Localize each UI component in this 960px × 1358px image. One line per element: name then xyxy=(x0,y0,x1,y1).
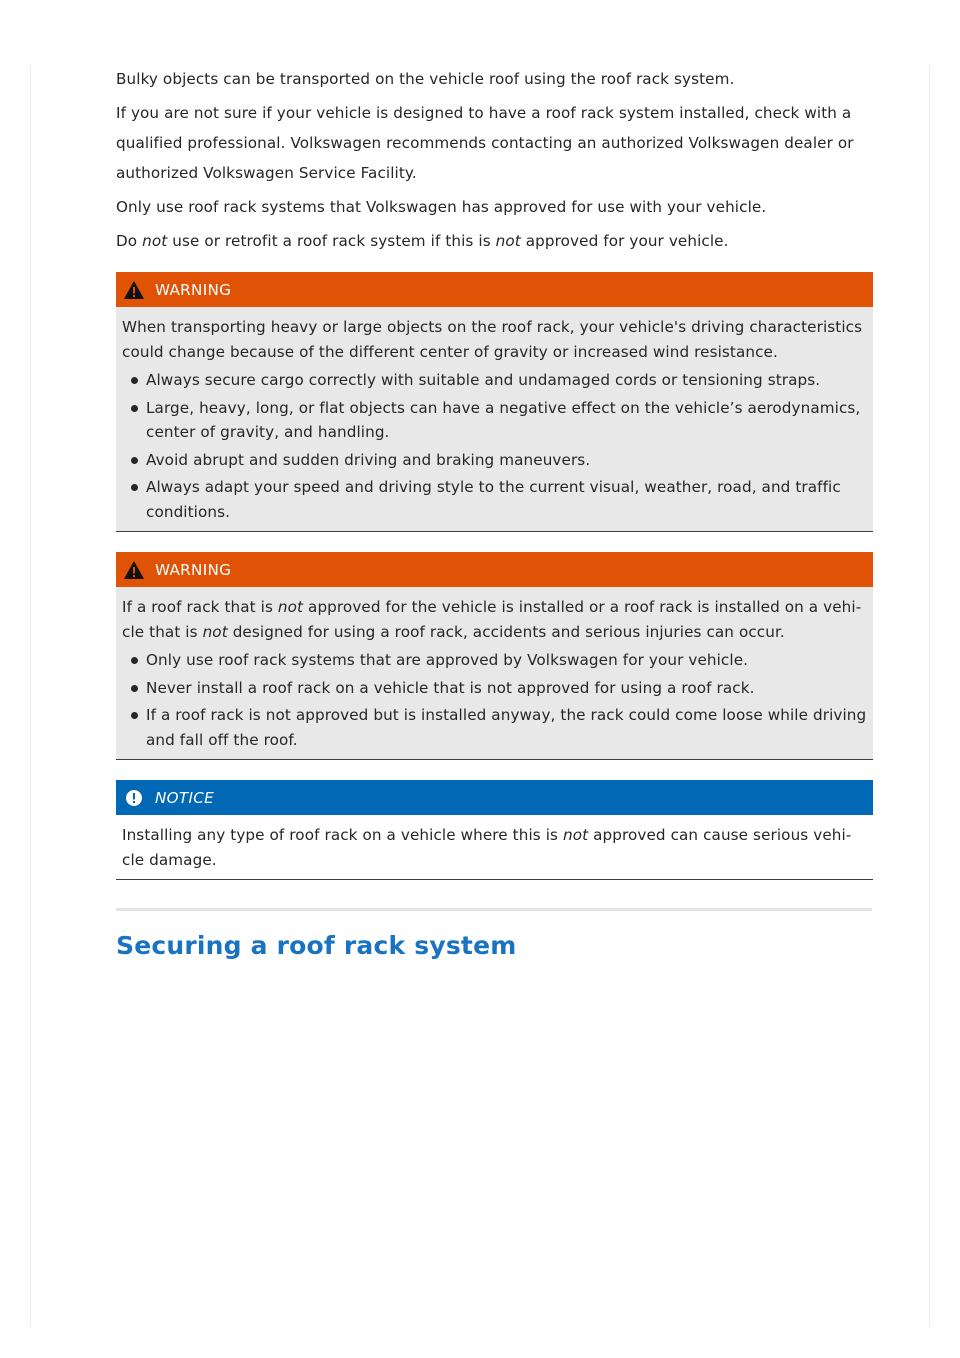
lead-text-b: approved for the vehicle is installed or a roof rack is installed on a vehi- cle that is xyxy=(122,598,862,641)
list-item xyxy=(122,648,867,673)
intro-p4-text-b: use or retrofit a roof rack system if this is xyxy=(167,232,496,250)
bullet-dot-icon xyxy=(131,484,138,491)
warning-header xyxy=(116,552,873,587)
lead-emphasis-1: not xyxy=(277,598,304,616)
list-item xyxy=(122,448,867,473)
warning-body xyxy=(116,307,873,532)
notice-body xyxy=(116,815,873,880)
list-item xyxy=(122,368,867,393)
bullet-dot-icon xyxy=(131,685,138,692)
list-item-text: Never install a roof rack on a vehicle that is not approved for using a roof rack. xyxy=(146,678,755,697)
list-item xyxy=(122,396,867,445)
list-item-text: Always adapt your speed and driving style to the current visual, weather, road, and traffic conditions. xyxy=(146,478,841,521)
list-item-text: If a roof rack is not approved but is installed anyway, the rack could come loose while driving and fall off the roof. xyxy=(146,706,867,749)
warning-box-approval xyxy=(116,552,873,760)
warning-list xyxy=(122,368,867,524)
list-item-text: Large, heavy, long, or flat objects can have a negative effect on the vehicle’s aerodynamics, center of gravity, and handling. xyxy=(146,398,861,441)
warning-lead-text: When transporting heavy or large objects on the roof rack, your vehicle's driving characteristics could change because of the different center of gravity or increased wind resistance. xyxy=(122,318,863,361)
intro-p4-emphasis-1: not xyxy=(142,232,168,250)
section-heading: Securing a roof rack system xyxy=(116,931,517,960)
warning-triangle-icon xyxy=(123,279,145,301)
intro-p4-text-a: Do xyxy=(116,232,143,250)
intro-paragraph-4 xyxy=(116,226,873,256)
bullet-dot-icon xyxy=(131,457,138,464)
list-item xyxy=(122,676,867,701)
page-edge-left xyxy=(30,65,31,1327)
lead-emphasis-2: not xyxy=(202,622,228,641)
bullet-dot-icon xyxy=(131,405,138,412)
page-edge-right xyxy=(929,65,930,1327)
warning-label: WARNING xyxy=(155,280,232,299)
exclamation-circle-icon xyxy=(123,787,145,809)
warning-header xyxy=(116,272,873,307)
warning-label: WARNING xyxy=(155,560,232,579)
section-divider xyxy=(116,908,872,911)
notice-emphasis: not xyxy=(562,826,589,844)
bullet-dot-icon xyxy=(131,657,138,664)
notice-text-a: Installing any type of roof rack on a vehicle where this is xyxy=(122,826,563,844)
list-item xyxy=(122,703,867,752)
intro-paragraph-1: Bulky objects can be transported on the vehicle roof using the roof rack system. xyxy=(116,70,735,88)
intro-paragraph-3: Only use roof rack systems that Volkswagen has approved for use with your vehicle. xyxy=(116,198,767,216)
page-content xyxy=(116,64,873,960)
lead-text-c: designed for using a roof rack, accidents and serious injuries can occur. xyxy=(227,622,785,641)
intro-p4-text-c: approved for your vehicle. xyxy=(520,232,729,250)
lead-text-a: If a roof rack that is xyxy=(122,598,278,616)
notice-text xyxy=(122,823,867,872)
notice-label: NOTICE xyxy=(155,788,215,807)
list-item-text: Always secure cargo correctly with suitable and undamaged cords or tensioning straps. xyxy=(146,371,821,389)
list-item xyxy=(122,475,867,524)
notice-text-b: approved can cause serious vehi- cle damage. xyxy=(122,826,852,869)
warning-triangle-icon xyxy=(123,559,145,581)
intro-p4-emphasis-2: not xyxy=(495,232,521,250)
bullet-dot-icon xyxy=(131,712,138,719)
warning-box-cargo xyxy=(116,272,873,532)
warning-lead-text xyxy=(122,595,867,644)
list-item-text: Only use roof rack systems that are approved by Volkswagen for your vehicle. xyxy=(146,651,749,669)
notice-header xyxy=(116,780,873,815)
bullet-dot-icon xyxy=(131,377,138,384)
warning-body xyxy=(116,587,873,760)
intro-paragraph-2: If you are not sure if your vehicle is designed to have a roof rack system installed, check with a qualified professional. Volkswagen recommends contacting an authorized Volkswagen dealer or authorized Volkswagen Service Facility. xyxy=(116,104,854,182)
warning-list xyxy=(122,648,867,752)
list-item-text: Avoid abrupt and sudden driving and braking maneuvers. xyxy=(146,450,591,469)
notice-box xyxy=(116,780,873,880)
